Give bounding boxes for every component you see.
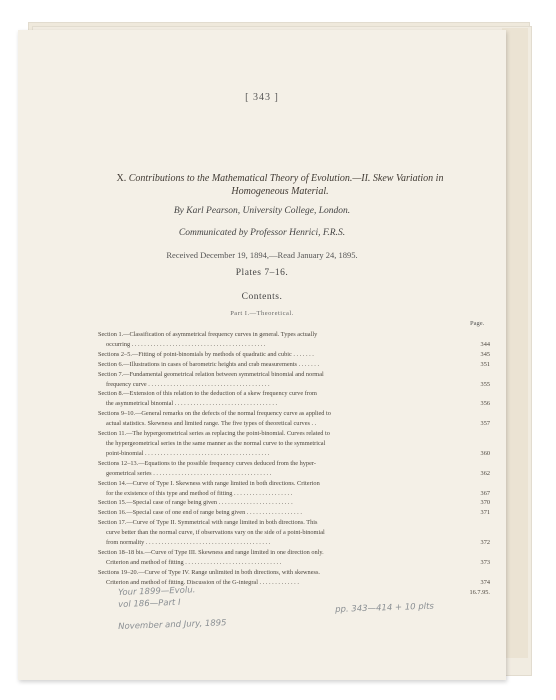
toc-entry-line: Section 11.—The hypergeometrical series as replacing the point-binomial. Curves related to	[98, 430, 330, 438]
received-line: Received December 19, 1894,—Read January 24, 1895.	[166, 250, 358, 260]
toc-entry-line: occurring . . . . . . . . . . . . . . . . . . . . . . . . . . . . . . . . . . . . . . . . . . .	[106, 340, 266, 348]
table-of-contents	[98, 330, 490, 597]
toc-entry-page: 355	[480, 380, 490, 388]
toc-entry-line: Section 8.—Extension of this relation to the deduction of a skew frequency curve from	[98, 390, 317, 398]
toc-entry	[98, 508, 490, 518]
toc-entry	[98, 370, 490, 390]
paper-title-text: Contributions to the Mathematical Theory of Evolution.—II. Skew Variation in Homogeneous Material.	[128, 173, 444, 197]
toc-entry-line: Section 14.—Curve of Type I. Skewness with range limited in both directions. Criterion	[98, 479, 320, 487]
handwritten-note: November and Jury, 1895	[118, 618, 227, 632]
toc-entry-line: curve better than the normal curve, if observations vary on the side of a point-binomial	[106, 529, 325, 537]
page-number: [ 343 ]	[245, 92, 279, 103]
toc-entry-page: 357	[480, 420, 490, 428]
toc-entry-page: 345	[480, 350, 490, 358]
toc-entry-line: Sections 2–5.—Fitting of point-binomials by methods of quadratic and cubic . . . . . . .	[98, 350, 314, 358]
toc-entry	[98, 330, 490, 350]
toc-entry	[98, 518, 490, 548]
toc-entry	[98, 360, 490, 370]
toc-entry-line: Sections 9–10.—General remarks on the defects of the normal frequency curve as applied to	[98, 410, 331, 418]
toc-entry-line: Sections 12–13.—Equations to the possible frequency curves deduced from the hyper-	[98, 459, 316, 467]
toc-entry	[98, 389, 490, 409]
toc-entry-line: geometrical series . . . . . . . . . . . . . . . . . . . . . . . . . . . . . . . . . . . . . .	[106, 469, 272, 477]
author-line: By Karl Pearson, University College, London.	[173, 206, 351, 216]
toc-entry	[98, 409, 490, 429]
toc-entry-line: Section 15.—Special case of range being given . . . . . . . . . . . . . . . . . . . . . . . .	[98, 499, 293, 507]
toc-entry	[98, 568, 490, 588]
toc-entry-page: 374	[480, 578, 490, 586]
handwritten-note: pp. 343—414 + 10 plts	[335, 601, 435, 615]
toc-entry	[98, 459, 490, 479]
toc-entry	[98, 498, 490, 508]
toc-entry-page: 372	[480, 539, 490, 547]
part-heading: Part I.—Theoretical.	[230, 310, 294, 317]
toc-entry	[98, 479, 490, 499]
toc-entry-page: 360	[480, 449, 490, 457]
toc-entry-page: 344	[480, 340, 490, 348]
contents-heading: Contents.	[241, 292, 283, 302]
toc-entry-page: 371	[480, 509, 490, 517]
toc-entry-line: Section 6.—Illustrations in cases of barometric heights and crab measurements . . . . . . .	[98, 360, 320, 368]
toc-entry	[98, 350, 490, 360]
handwritten-note: vol 186—Part I	[118, 597, 181, 610]
toc-entry-page: 351	[480, 360, 490, 368]
toc-entry-line: actual statistics. Skewness and limited range. The five types of theoretical curves . .	[106, 420, 317, 428]
toc-entry-page: 367	[480, 489, 490, 497]
date-stamp: 16.7.95.	[469, 588, 490, 596]
toc-entry-page: 362	[480, 469, 490, 477]
communicated-line: Communicated by Professor Henrici, F.R.S.	[178, 228, 346, 238]
toc-entry-line: Section 1.—Classification of asymmetrical frequency curves in general. Types actually	[98, 331, 318, 338]
toc-entry-line: for the existence of this type and method of fitting . . . . . . . . . . . . . . . . . . .	[106, 489, 293, 497]
toc-entry-line: Criterion and method of fitting. Discussion of the G-integral . . . . . . . . . . . . .	[106, 578, 299, 586]
paper-page	[18, 30, 506, 680]
toc-entry-line: Section 7.—Fundamental geometrical relation between symmetrical binomial and normal	[98, 370, 324, 378]
toc-entry-line: Section 16.—Special case of one end of range being given . . . . . . . . . . . . . . . . . .	[98, 509, 302, 517]
toc-entry-line: the asymmetrical binomial . . . . . . . . . . . . . . . . . . . . . . . . . . . . . . . . .	[106, 400, 278, 408]
toc-entry-page: 370	[480, 499, 490, 507]
toc-entry-line: Section 18–18 bis.—Curve of Type III. Skewness and range limited in one direction only.	[98, 548, 324, 556]
toc-entry-line: from normality . . . . . . . . . . . . . . . . . . . . . . . . . . . . . . . . . . . . . . . .	[106, 539, 271, 547]
toc-entry-line: Section 17.—Curve of Type II. Symmetrical with range limited in both directions. This	[98, 519, 318, 527]
toc-entry-line: frequency curve . . . . . . . . . . . . . . . . . . . . . . . . . . . . . . . . . . . . . . .	[106, 380, 270, 388]
toc-entry-line: the hypergeometrical series in the same manner as the normal curve to the symmetrical	[106, 439, 326, 447]
paper-number: X.	[116, 173, 127, 184]
toc-entry-line: Sections 19–20.—Curve of Type IV. Range unlimited in both directions, with skewness.	[98, 568, 320, 576]
toc-entry-line: Criterion and method of fitting . . . . . . . . . . . . . . . . . . . . . . . . . . . . . . .	[106, 558, 282, 566]
toc-entry	[98, 548, 490, 568]
plates-line: Plates 7–16.	[235, 268, 289, 278]
toc-entry-page: 373	[480, 558, 490, 566]
toc-entry-page: 356	[480, 400, 490, 408]
toc-entry	[98, 429, 490, 459]
page-column-header: Page.	[470, 320, 485, 327]
paper-title	[90, 172, 470, 198]
handwritten-note: Your 1899—Evolu.	[118, 585, 196, 598]
toc-entry-line: point-binomial . . . . . . . . . . . . . . . . . . . . . . . . . . . . . . . . . . . . . . . .	[106, 449, 270, 457]
